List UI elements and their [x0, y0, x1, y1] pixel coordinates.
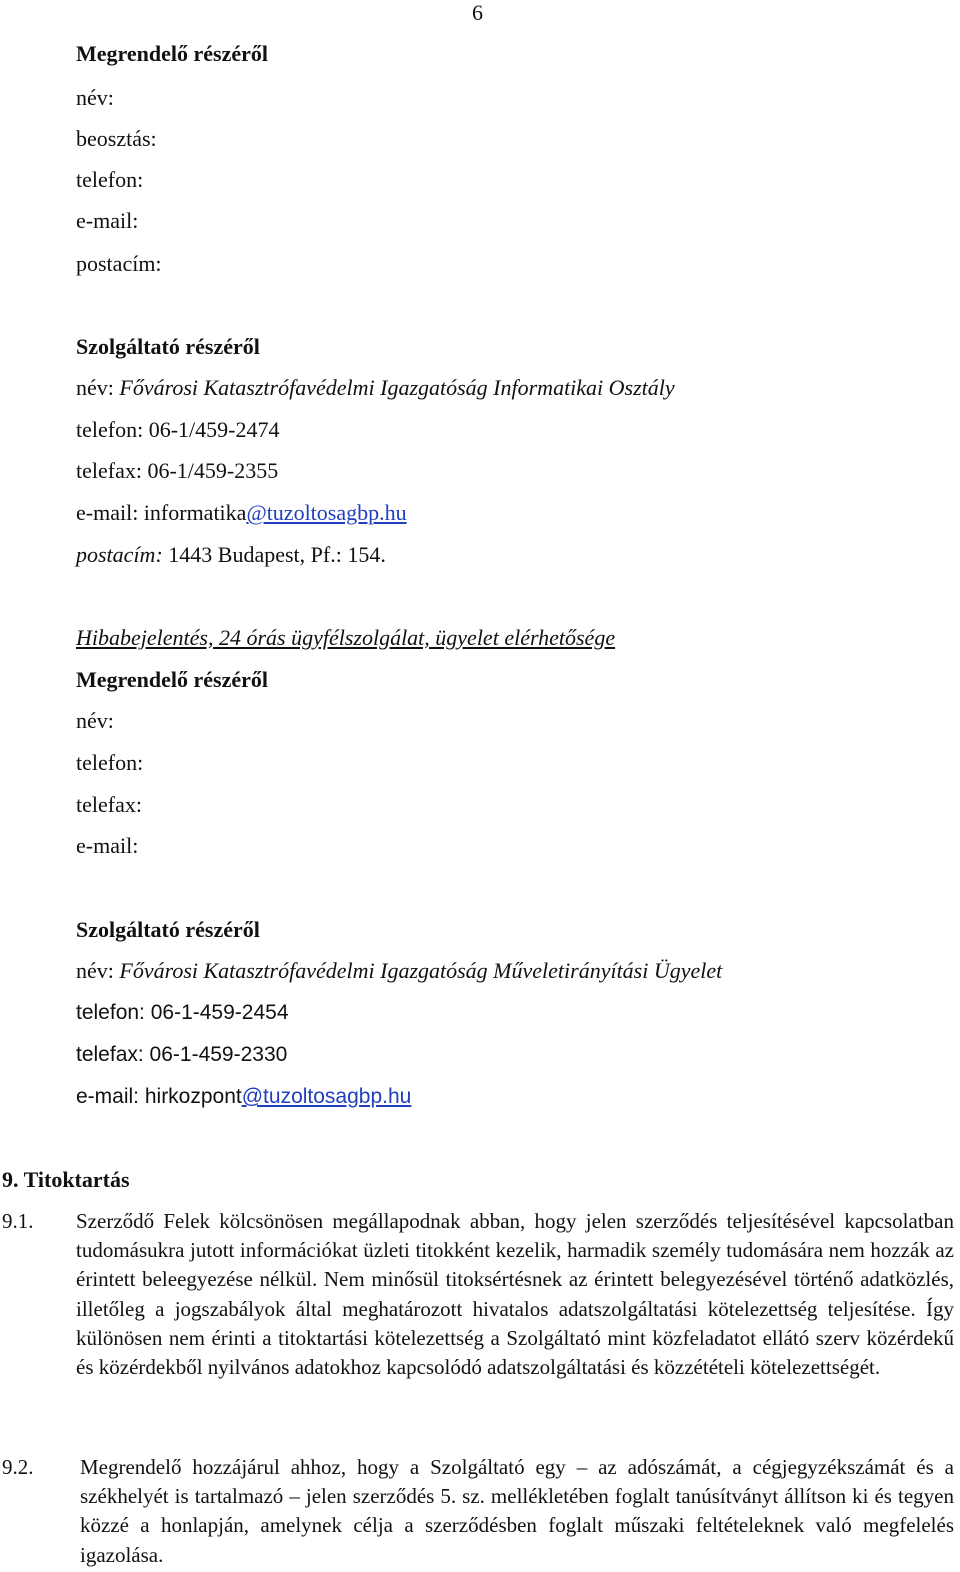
paragraph-9-2: Megrendelő hozzájárul ahhoz, hogy a Szolgáltató egy – az adószámát, a cégjegyzékszámát és a székhelyét is tartalmazó – jelen szerződés 5. sz. mellékletében foglalt tanúsítványt állítson ki és tegyen közzé a honlapján, amelynek célja a szerződésben foglalt műszaki feltételeknek való megfelelés igazolása.	[80, 1455, 954, 1567]
customer-postal-label: postacím:	[76, 251, 162, 276]
paragraph-9-1: Szerződő Felek kölcsönösen megállapodnak abban, hogy jelen szerződés teljesítésével kapcsolatban tudomásukra jutott információkat üzleti titokként kezelik, harmadik személy tudomására nem hozzák az érintett beleegyezése nélkül. Nem minősül titoksértésnek az érintett belegyezésével történő adatközlés, illetőleg a jogszabályok által meghatározott hivatalos adatszolgáltatási kötelezettség teljesítése. Így különösen nem érinti a titoktartási kötelezettség a Szolgáltató mint közfeladatot ellátó szerv közérdekű és közérdekből nyilvános adatokhoz kapcsolódó adatszolgáltatási és közzétételi kötelezettségét.	[76, 1209, 954, 1380]
helpdesk-title: Hibabejelentés, 24 órás ügyfélszolgálat, ügyelet elérhetősége	[76, 625, 616, 650]
helpdesk-customer-phone-label: telefon:	[76, 750, 144, 775]
provider-fax: telefax: 06-1/459-2355	[76, 458, 279, 483]
helpdesk-provider-name-label: név:	[76, 958, 114, 983]
customer-heading: Megrendelő részéről	[76, 41, 269, 66]
provider-name-value: Fővárosi Katasztrófavédelmi Igazgatóság Informatikai Osztály	[119, 375, 675, 400]
paragraph-number: 9.2.	[2, 1455, 34, 1479]
provider-email	[76, 499, 407, 527]
paragraph-number: 9.1.	[2, 1209, 34, 1233]
helpdesk-provider-heading: Szolgáltató részéről	[76, 917, 260, 942]
helpdesk-provider-name-value: Fővárosi Katasztrófavédelmi Igazgatóság Műveletirányítási Ügyelet	[119, 958, 723, 983]
customer-email-label: e-mail:	[76, 208, 139, 233]
helpdesk-customer-name-label: név:	[76, 708, 114, 733]
customer-name-label: név:	[76, 85, 114, 110]
provider-email-link[interactable]: @tuzoltosagbp.hu	[246, 500, 407, 525]
helpdesk-provider-fax: telefax: 06-1-459-2330	[76, 1043, 288, 1066]
helpdesk-provider-email	[76, 1083, 411, 1111]
provider-name-label: név:	[76, 375, 114, 400]
provider-email-prefix: e-mail: informatika	[76, 500, 247, 525]
provider-name	[76, 374, 675, 402]
helpdesk-provider-phone: telefon: 06-1-459-2454	[76, 1001, 289, 1024]
helpdesk-customer-heading: Megrendelő részéről	[76, 667, 269, 692]
customer-phone-label: telefon:	[76, 167, 144, 192]
section-heading: 9. Titoktartás	[2, 1167, 130, 1192]
helpdesk-provider-name	[76, 957, 722, 985]
provider-heading: Szolgáltató részéről	[76, 334, 260, 359]
helpdesk-provider-email-link[interactable]: @tuzoltosagbp.hu	[241, 1085, 412, 1108]
helpdesk-customer-fax-label: telefax:	[76, 792, 142, 817]
provider-postal	[76, 541, 386, 569]
helpdesk-provider-email-prefix: e-mail: hirkozpont	[76, 1085, 242, 1108]
provider-postal-value: 1443 Budapest, Pf.: 154.	[168, 542, 386, 567]
customer-position-label: beosztás:	[76, 126, 157, 151]
provider-postal-label: postacím:	[76, 542, 163, 567]
helpdesk-customer-email-label: e-mail:	[76, 833, 139, 858]
provider-phone: telefon: 06-1/459-2474	[76, 417, 280, 442]
page-number: 6	[472, 0, 483, 25]
